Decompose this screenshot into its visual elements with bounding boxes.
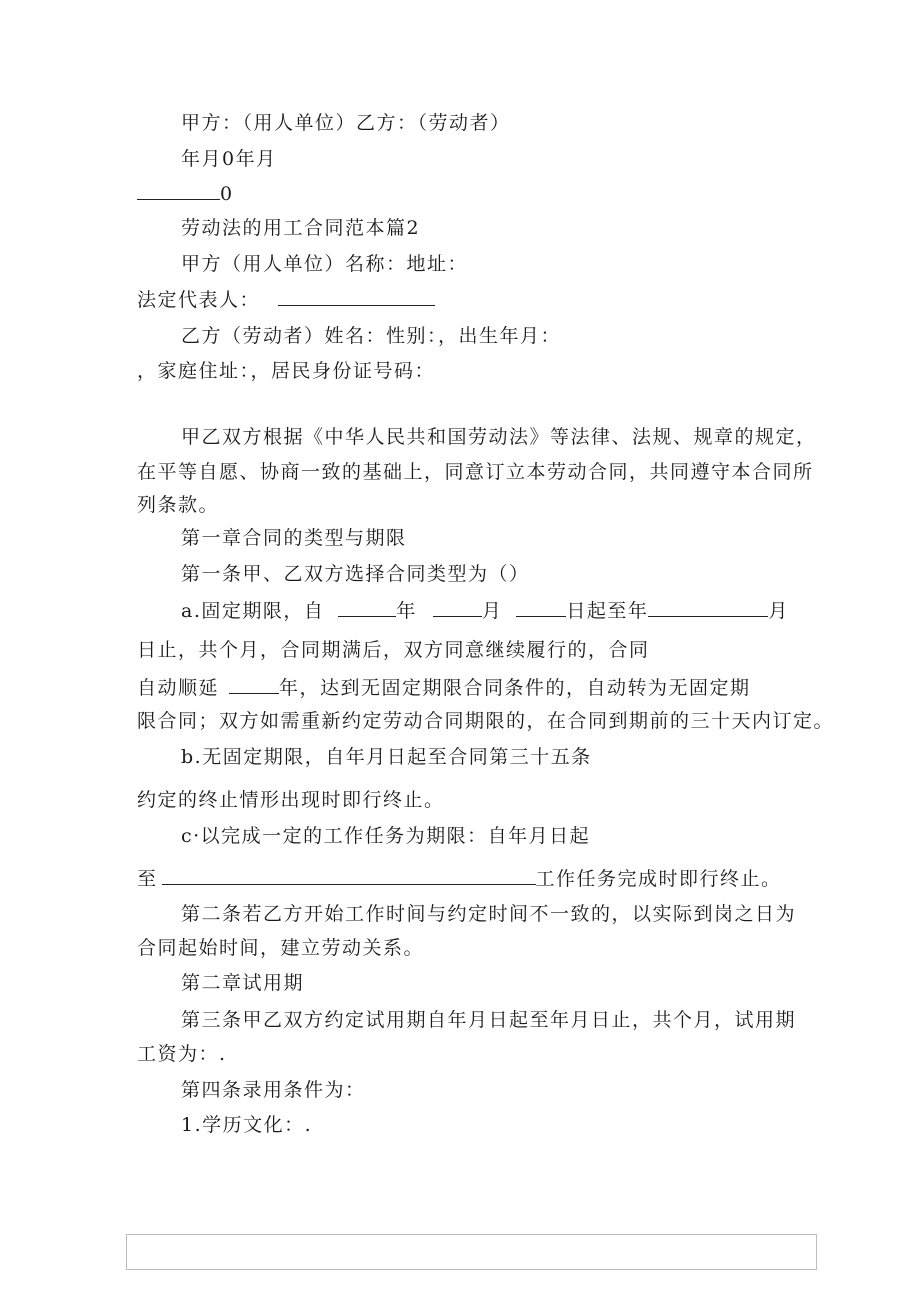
option-a-cont-1: 日止，共个月，合同期满后，双方同意继续履行的，合同 — [137, 639, 650, 661]
item1: 1.学历文化：. — [181, 1114, 313, 1136]
option-c-cont-pre: 至 — [137, 868, 158, 890]
article2-line-1: 第二条若乙方开始工作时间与约定时间不一致的，以实际到岗之日为 — [181, 903, 797, 925]
preamble-line-3: 列条款。 — [137, 494, 220, 516]
option-b-cont: 约定的终止情形出现时即行终止。 — [137, 789, 445, 811]
article3-line-2: 工资为：. — [137, 1043, 227, 1065]
blank-day — [516, 598, 566, 617]
legal-rep-line — [137, 287, 435, 312]
article2-line-2: 合同起始时间，建立劳动关系。 — [137, 937, 425, 959]
blank-year — [338, 598, 396, 617]
option-c-cont-post: 工作任务完成时即行终止。 — [535, 868, 782, 890]
option-a-line — [181, 598, 789, 623]
option-a-cont-2-post: 年，达到无固定期限合同条件的，自动转为无固定期 — [279, 677, 751, 699]
option-a-cont-2 — [137, 675, 751, 700]
preamble-line-1: 甲乙双方根据《中华人民共和国劳动法》等法律、法规、规章的规定， — [181, 426, 817, 448]
blank-month — [433, 598, 482, 617]
option-a-part-4: 日起至年 — [566, 600, 649, 622]
employee-line: 乙方（劳动者）姓名：性别：，出生年月： — [181, 325, 562, 347]
option-b-line: b.无固定期限，自年月日起至合同第三十五条 — [181, 746, 592, 768]
legal-rep-label: 法定代表人： — [137, 289, 261, 311]
chapter1-title: 第一章合同的类型与期限 — [181, 527, 407, 549]
blank-extension-years — [229, 675, 279, 694]
option-a-cont-2-pre: 自动顺延 — [137, 677, 220, 699]
option-a-part-2: 年 — [396, 600, 417, 622]
option-a-part-5: 月 — [768, 600, 789, 622]
option-a-part-1: a.固定期限，自 — [181, 600, 325, 622]
parties-line: 甲方：（用人单位）乙方：（劳动者） — [181, 112, 511, 134]
footer-frame — [126, 1234, 817, 1270]
option-a-cont-3: 限合同；双方如需重新约定劳动合同期限的，在合同到期前的三十天内订定。 — [137, 710, 835, 732]
blank-task — [162, 866, 536, 885]
blank-field — [137, 181, 220, 200]
option-c-cont — [137, 866, 782, 891]
date-line: 年月0年月 — [181, 148, 277, 170]
article1: 第一条甲、乙双方选择合同类型为（） — [181, 563, 530, 585]
preamble-line-2: 在平等自愿、协商一致的基础上，同意订立本劳动合同，共同遵守本合同所 — [137, 461, 814, 483]
option-c-line: c·以完成一定的工作任务为期限：自年月日起 — [181, 825, 591, 847]
section-title: 劳动法的用工合同范本篇2 — [181, 217, 421, 239]
legal-rep-blank — [278, 287, 435, 306]
employer-line: 甲方（用人单位）名称：地址： — [181, 253, 469, 275]
blank-suffix: 0 — [220, 183, 234, 205]
chapter2-title: 第二章试用期 — [181, 972, 305, 994]
article3-line-1: 第三条甲乙双方约定试用期自年月日起至年月日止，共个月，试用期 — [181, 1009, 797, 1031]
blank-end-year — [648, 598, 768, 617]
address-line: ，家庭住址：，居民身份证号码： — [137, 360, 436, 382]
option-a-part-3: 月 — [481, 600, 503, 622]
article4: 第四条录用条件为： — [181, 1079, 366, 1101]
blank-zero-line — [137, 181, 234, 206]
